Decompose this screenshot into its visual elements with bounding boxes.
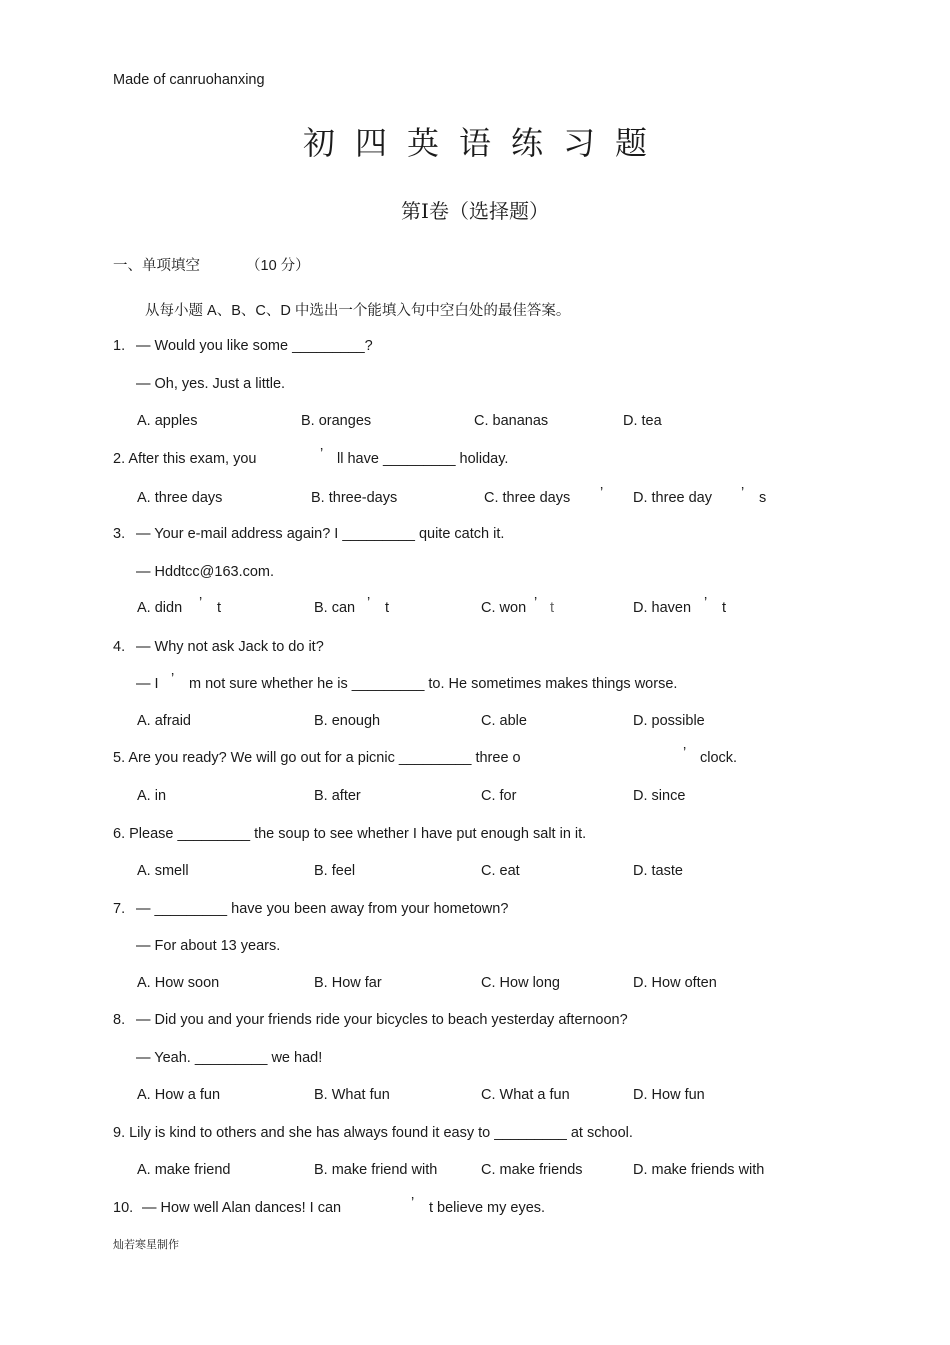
option-c: C. What a fun [481,1087,570,1103]
question-reply: — For about 13 years. [136,938,281,954]
apostrophe: ’ [534,595,538,611]
question-stem: — Did you and your friends ride your bicycles to beach yesterday afternoon? [136,1012,628,1028]
option-c: C. bananas [474,413,549,429]
section-points: （10 分） [246,258,310,274]
question-stem: — _________ have you been away from your hometown? [136,901,509,917]
option-d: D. How often [633,975,717,991]
option-d: D. make friends with [633,1162,765,1178]
question-stem-continued: t believe my eyes. [429,1200,546,1216]
option-b: B. make friend with [314,1162,438,1178]
instruction-text: 从每小题 A、B、C、D 中选出一个能填入句中空白处的最佳答案。 [145,303,571,319]
question-stem-tail: clock. [700,750,738,766]
option-a: A. How soon [137,975,220,991]
option-tail: t [217,600,222,616]
option-a: A. make friend [137,1162,231,1178]
question-number: 10. [113,1200,134,1216]
option-c: C. eat [481,863,520,879]
option-a: A. in [137,788,167,804]
apostrophe: ’ [704,595,708,611]
option-d: D. haven [633,600,692,616]
question-reply: — Yeah. _________ we had! [136,1050,323,1066]
option-d: D. How fun [633,1087,705,1103]
apostrophe: ’ [199,595,203,611]
question-reply-continued: m not sure whether he is _________ to. He sometimes makes things worse. [189,676,678,692]
question-stem: — Would you like some _________? [136,338,373,354]
header-note: Made of canruohanxing [113,72,265,88]
option-d: D. taste [633,863,683,879]
footer-credit: 灿若寒星制作 [113,1238,179,1251]
question-stem: — Why not ask Jack to do it? [136,639,324,655]
apostrophe: ’ [411,1195,415,1211]
option-b: B. three-days [311,490,398,506]
option-b: B. oranges [301,413,372,429]
option-c: C. three days [484,490,571,506]
apostrophe: ’ [741,485,745,501]
apostrophe: ’ [600,485,604,501]
section-heading: 一、单项填空 [113,258,200,274]
question-number: 3. [113,526,126,542]
option-c: C. won [481,600,527,616]
question-number: 1. [113,338,126,354]
question-reply: — Hddtcc@163.com. [136,564,275,580]
option-d: D. possible [633,713,705,729]
option-b: B. How far [314,975,382,991]
question-stem: 9. Lily is kind to others and she has always found it easy to _________ at school. [113,1125,633,1141]
option-a: A. smell [137,863,189,879]
option-tail: t [722,600,727,616]
option-c: C. make friends [481,1162,583,1178]
option-d: D. tea [623,413,662,429]
apostrophe: ’ [683,745,687,761]
question-reply: — I [136,676,159,692]
option-d: D. three day [633,490,712,506]
option-c: C. able [481,713,527,729]
option-a: A. apples [137,413,198,429]
option-b: B. What fun [314,1087,390,1103]
option-b: B. enough [314,713,381,729]
option-c: C. How long [481,975,560,991]
question-number: 4. [113,639,126,655]
apostrophe: ’ [171,671,175,687]
option-a: A. three days [137,490,223,506]
question-stem-continued: ll have _________ holiday. [337,451,509,467]
option-d: D. since [633,788,686,804]
question-reply: — Oh, yes. Just a little. [136,376,286,392]
option-tail: t [385,600,390,616]
apostrophe: ’ [367,595,371,611]
page-title: 初四英语练习题 [302,124,667,162]
option-b: B. can [314,600,356,616]
option-a: A. didn [137,600,183,616]
question-stem: 2. After this exam, you [113,451,257,467]
option-a: A. afraid [137,713,191,729]
option-d-tail: s [759,490,767,506]
question-stem: 5. Are you ready? We will go out for a picnic _________ three o [113,750,521,766]
option-c: C. for [481,788,517,804]
page-subtitle: 第Ⅰ卷（选择题） [401,199,549,223]
question-stem: — How well Alan dances! I can [142,1200,342,1216]
apostrophe: ’ [320,446,324,462]
option-tail: t [550,600,555,616]
option-a: A. How a fun [137,1087,221,1103]
question-stem: 6. Please _________ the soup to see whether I have put enough salt in it. [113,826,587,842]
option-b: B. after [314,788,361,804]
option-b: B. feel [314,863,356,879]
question-number: 8. [113,1012,126,1028]
question-stem: — Your e-mail address again? I _________ quite catch it. [136,526,505,542]
question-number: 7. [113,901,126,917]
